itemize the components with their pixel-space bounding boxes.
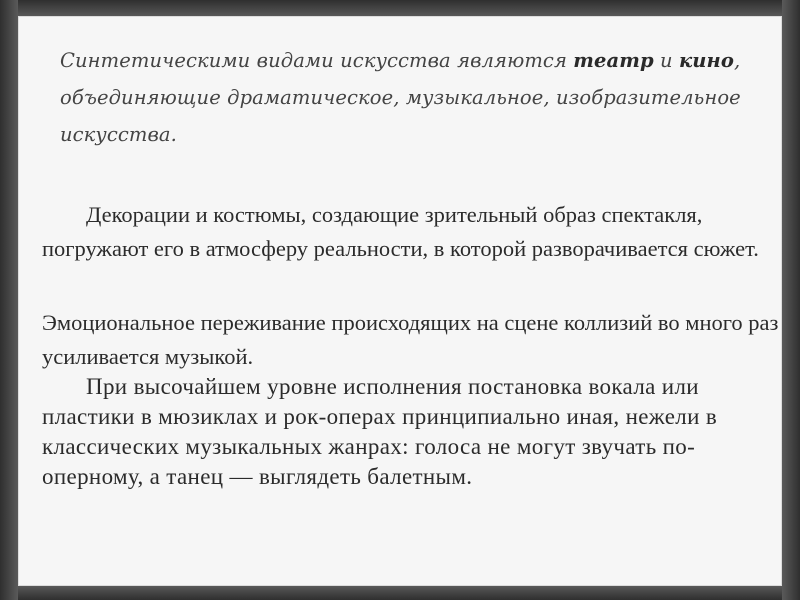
- intro-paragraph: [60, 42, 780, 153]
- frame-edge-left: [0, 0, 18, 600]
- paragraph-decorations: Декорации и костюмы, создающие зрительный образ спектакля, погружают его в атмосферу реальности, в которой разворачивается сюжет.: [42, 202, 759, 261]
- intro-bold-theatre: театр: [573, 49, 654, 72]
- frame-edge-bottom: [0, 586, 800, 600]
- intro-text-1: Синтетическими видами искусства являются: [60, 49, 574, 72]
- intro-text-2: и: [653, 49, 679, 72]
- intro-text-3: , объединяющие драматическое, музыкальное, изобразительное искусства.: [60, 49, 741, 146]
- intro-bold-cinema: кино: [678, 49, 734, 72]
- paragraph-performance: При высочайшем уровне исполнения постановка вокала или пластики в мюзиклах и рок-операх принципиально иная, нежели в классических музыкальных жанрах: голоса не могут звучать по-оперному, а танец — выглядеть балетным.: [42, 374, 718, 489]
- paragraph-emotional: Эмоциональное переживание происходящих на сцене коллизий во много раз усиливается музыкой.: [42, 310, 779, 369]
- frame-edge-top: [0, 0, 800, 16]
- frame-edge-right: [782, 0, 800, 600]
